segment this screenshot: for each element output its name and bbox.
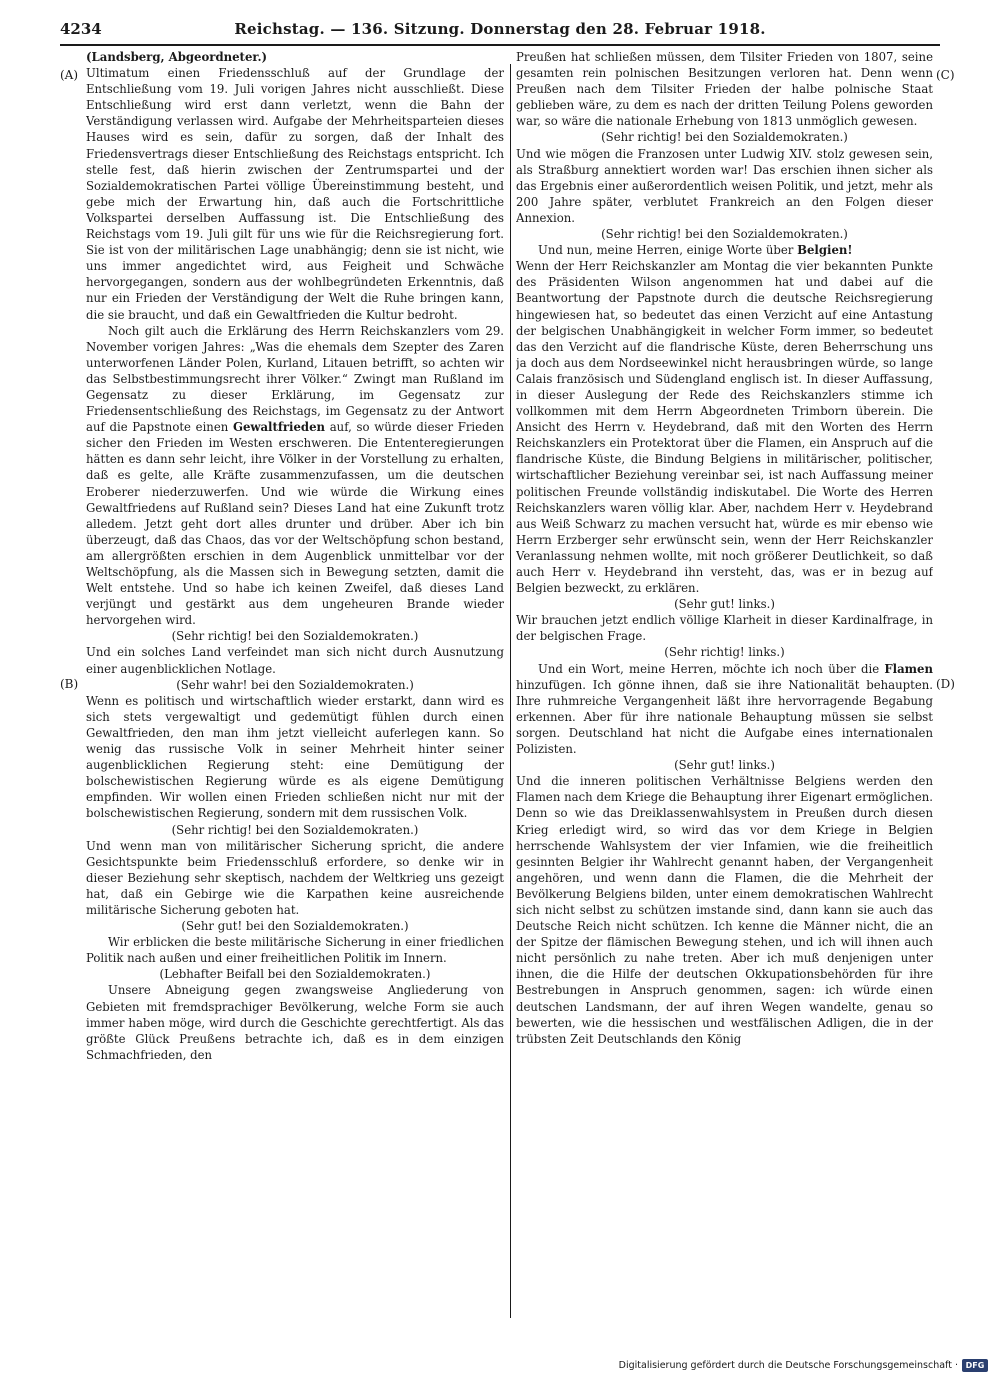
page-header [60,20,940,46]
paragraph: Wenn der Herr Reichskanzler am Montag die vier bekannten Punkte des Präsidenten Wilson angenommen hat und dabei auf die Beantwortung der Papstnote durch die deutsche Reichsregierung hingewiesen hat, so bedeutet das einen Verzicht auf eine Antastung der belgischen Unabhängigkeit in welcher Form immer, so bedeutet das den Verzicht auf die flandrische Küste, deren Beherrschung uns ja doch aus dem Nordseewinkel nicht herausbringen würde, so lange Calais französisch und Südengland englisch ist. In dieser Auffassung, in dieser Auslegung der Rede des Reichskanzlers stimme ich vollkommen mit dem Herrn Abgeordneten Trimborn überein. Die Ansicht des Herrn v. Heydebrand, daß mit den Worten des Herrn Reichskanzlers ein Protektorat über die Flamen, ein Anspruch auf die flandrische Küste, die Bindung Belgiens in militärischer, politischer, wirtschaftlicher Beziehung vereinbar sei, ist nach Auffassung meiner politischen Freunde vollständig indiskutabel. Die Worte des Herren Reichskanzlers waren völlig klar. Aber, nachdem Herr v. Heydebrand aus Weiß Schwarz zu machen versucht hat, würde es mir ebenso wie Herrn Erzberger sehr erwünscht sein, wenn der Herr Reichskanzler Veranlassung nehmen wollte, mit noch größerer Deutlichkeit, so daß auch Herr v. Heydebrand ihn versteht, das, was er in bezug auf Belgien bezweckt, zu erklären. [516,259,933,596]
interjection: (Sehr gut! links.) [674,597,775,612]
emphasized-term: Flamen [884,661,933,676]
paragraph: Wir brauchen jetzt endlich völlige Klarheit in dieser Kardinalfrage, in der belgischen Frage. [516,613,933,644]
interjection: (Sehr gut! bei den Sozialdemokraten.) [181,919,409,934]
speaker-line: (Landsberg, Abgeordneter.) [86,50,268,64]
margin-marker-b: (B) [60,677,79,691]
paragraph: Unsere Abneigung gegen zwangsweise Angliederung von Gebieten mit fremdsprachiger Bevölkerung, welche Form sie auch immer haben möge, wird durch die Geschichte gerechtfertigt. Als das größte Glück Preußens betrachte ich, daß es in dem einzigen Schmachfrieden, den [86,983,504,1062]
interjection: (Sehr wahr! bei den Sozialdemokraten.) [176,677,414,692]
interjection: (Sehr richtig! links.) [664,645,785,660]
digitization-footer [612,1358,992,1374]
column-divider [510,64,511,1318]
paragraph: Und wenn man von militärischer Sicherung spricht, die andere Gesichtspunkte beim Friedensschluß erfordere, so denke wir in dieser Beziehung sehr skeptisch, nachdem der Weltkrieg uns gezeigt hat, daß ein Gebirge wie die Karpathen keine ausreichende militärische Sicherung geboten hat. [86,838,504,917]
paragraph: Und nun, meine Herren, einige Worte über Belgien! [538,243,853,258]
paragraph: Und ein solches Land verfeindet man sich nicht durch Ausnutzung einer augenblicklichen Notlage. [86,645,504,676]
left-column [86,49,504,1317]
paragraph: Noch gilt auch die Erklärung des Herrn Reichskanzlers vom 29. November vorigen Jahres: „Was die ehemals dem Szepter des Zaren unterworfenen Länder Polen, Kurland, Litauen betrifft, so achten wir das Selbstbestimmungsrecht ihrer Völker.“ Zwingt man Rußland im Gegensatz zu dieser Erklärung, im Gegensatz zur Friedensentschließung des Reichstags, im Gegensatz zu der Antwort auf die Papstnote einen Gewaltfrieden auf, so würde dieser Frieden sicher den Frieden im Westen erschweren. Die Ententeregierungen hätten es dann sehr leicht, ihre Völker in der Vorstellung zu erhalten, daß es gelte, alle Kräfte zusammenzufassen, um die deutschen Eroberer niederzuwerfen. Und wie würde die Wirkung eines Gewaltfriedens auf Rußland sein? Dieses Land hat eine Zukunft trotz alledem. Jetzt geht dort alles drunter und drüber. Aber ich bin überzeugt, daß das Chaos, das vor der Weltschöpfung schon bestand, am allergrößten erschien in dem Augenblick unmittelbar vor der Weltschöpfung, als die Massen sich in Bewegung setzten, damit die Welt entstehe. Und so habe ich keinen Zweifel, daß dieses Land verjüngt und gestärkt aus dem ungeheuren Brande wieder hervorgehen wird. [86,323,504,628]
margin-marker-a: (A) [60,68,79,82]
interjection: (Lebhafter Beifall bei den Sozialdemokraten.) [159,967,431,982]
page-number: 4234 [60,20,102,38]
dfg-logo: DFG [962,1359,988,1372]
margin-marker-c: (C) [936,68,955,82]
interjection: (Sehr richtig! bei den Sozialdemokraten.) [171,629,419,644]
emphasized-term: Belgien! [797,243,853,258]
paragraph: Und die inneren politischen Verhältnisse Belgiens werden den Flamen nach dem Kriege die Behauptung ihrer Eigenart ermöglichen. Denn so wie das Dreiklassenwahlsystem in Preußen durch diesen Krieg erledigt wird, so wird das vor dem Kriege in Belgien herrschende Wahlsystem der vier Infamien, wie die freiheitlich gesinnten Belgier ihr Wahlrecht genannt haben, der Vergangenheit angehören, und wenn dann die Flamen, die die Mehrheit der Bevölkerung Belgiens bilden, unter einem demokratischen Wahlrecht sich nicht selbst zu schützen imstande sind, dann kann sie auch das Deutsche Reich nicht schützen. Ich kenne die Männer nicht, die an der Spitze der flämischen Bewegung stehen, und ich will ihnen auch nicht persönlich zu nahe treten. Aber ich muß denjenigen unter ihnen, die die Hilfe der deutschen Okkupationsbehörden für ihre Bestrebungen in Anspruch genommen, sagen: ich würde einen deutschen Landsmann, der auf ihren Wegen wandelte, genau so bewerten, wie die hessischen und westfälischen Adligen, die in der trübsten Zeit Deutschlands den König [516,774,933,1046]
paragraph: Und ein Wort, meine Herren, möchte ich noch über die Flamen hinzufügen. Ich gönne ihnen, daß sie ihre Nationalität behaupten. Ihre ruhmreiche Vergangenheit läßt ihre hervorragende Begabung erkennen. Aber für ihre nationale Behauptung müssen sie selbst sorgen. Deutschland hat nicht die Aufgabe eines internationalen Polizisten. [516,661,933,757]
paragraph: Wir erblicken die beste militärische Sicherung in einer friedlichen Politik nach außen und einer freiheitlichen Politik im Innern. [86,935,504,966]
paragraph: Wenn es politisch und wirtschaftlich wieder erstarkt, dann wird es sich stets vergewaltigt und gedemütigt fühlen durch einen Gewaltfrieden, den man ihm jetzt vielleicht auferlegen kann. So wenig das russische Volk in seiner Mehrheit hinter seiner augenblicklichen Regierung steht: eine Demütigung der bolschewistischen Regierung würde es als eigene Demütigung empfinden. Wir wollen einen Frieden schließen nicht nur mit der bolschewistischen Regierung, sondern mit dem russischen Volk. [86,693,504,821]
paragraph: Und wie mögen die Franzosen unter Ludwig XIV. stolz gewesen sein, als Straßburg annektiert worden war! Das erschien ihnen sicher als das Ergebnis einer außerordentlich weisen Politik, und jetzt, mehr als 200 Jahre später, verblutet Frankreich an den Folgen dieser Annexion. [516,146,933,225]
interjection: (Sehr richtig! bei den Sozialdemokraten.) [171,822,419,837]
right-column [516,49,933,1317]
interjection: (Sehr richtig! bei den Sozialdemokraten.) [601,130,848,145]
interjection: (Sehr gut! links.) [674,758,775,773]
funding-credit: Digitalisierung gefördert durch die Deutsche Forschungsgemeinschaft · [618,1360,958,1371]
page-title: Reichstag. — 136. Sitzung. Donnerstag den 28. Februar 1918. [234,20,766,38]
paragraph: Ultimatum einen Friedensschluß auf der Grundlage der Entschließung vom 19. Juli vorigen Jahres nicht ausschließt. Diese Entschließung wird erst dann verletzt, wenn die Bahn der Verständigung verlassen wird. Aufgabe der Mehrheitsparteien dieses Hauses wird es sein, dafür zu sorgen, daß der Inhalt des Friedensvertrags dieser Entschließung des Reichstags entspricht. Ich stelle fest, daß hierin zwischen der Zentrumspartei und der Sozialdemokratischen Partei völlige Übereinstimmung besteht, und gebe mich der Erwartung hin, daß auch die Fortschrittliche Volkspartei derselben Auffassung ist. Die Entschließung des Reichstags vom 19. Juli gilt für uns wie für die Reichsregierung fort. Sie ist von der militärischen Lage unabhängig; denn sie ist nicht, wie uns immer angedichtet wird, aus Feigheit und Schwäche hervorgegangen, sondern aus der wohlbegründeten Erkenntnis, daß nur ein Frieden der Verständigung der Welt die Ruhe bringen kann, die sie braucht, und daß ein Gewaltfrieden die Kultur bedroht. [86,66,504,322]
interjection: (Sehr richtig! bei den Sozialdemokraten.) [601,227,848,242]
paragraph: Preußen hat schließen müssen, dem Tilsiter Frieden von 1807, seine gesamten rein polnischen Besitzungen verloren hat. Denn wenn Preußen nach dem Tilsiter Frieden der halbe polnische Staat geblieben wäre, zu dem es nach der dritten Teilung Polens geworden war, so wäre die nationale Erhebung von 1813 unmöglich gewesen. [516,50,933,129]
emphasized-term: Gewaltfrieden [232,420,326,435]
margin-marker-d: (D) [936,677,955,691]
